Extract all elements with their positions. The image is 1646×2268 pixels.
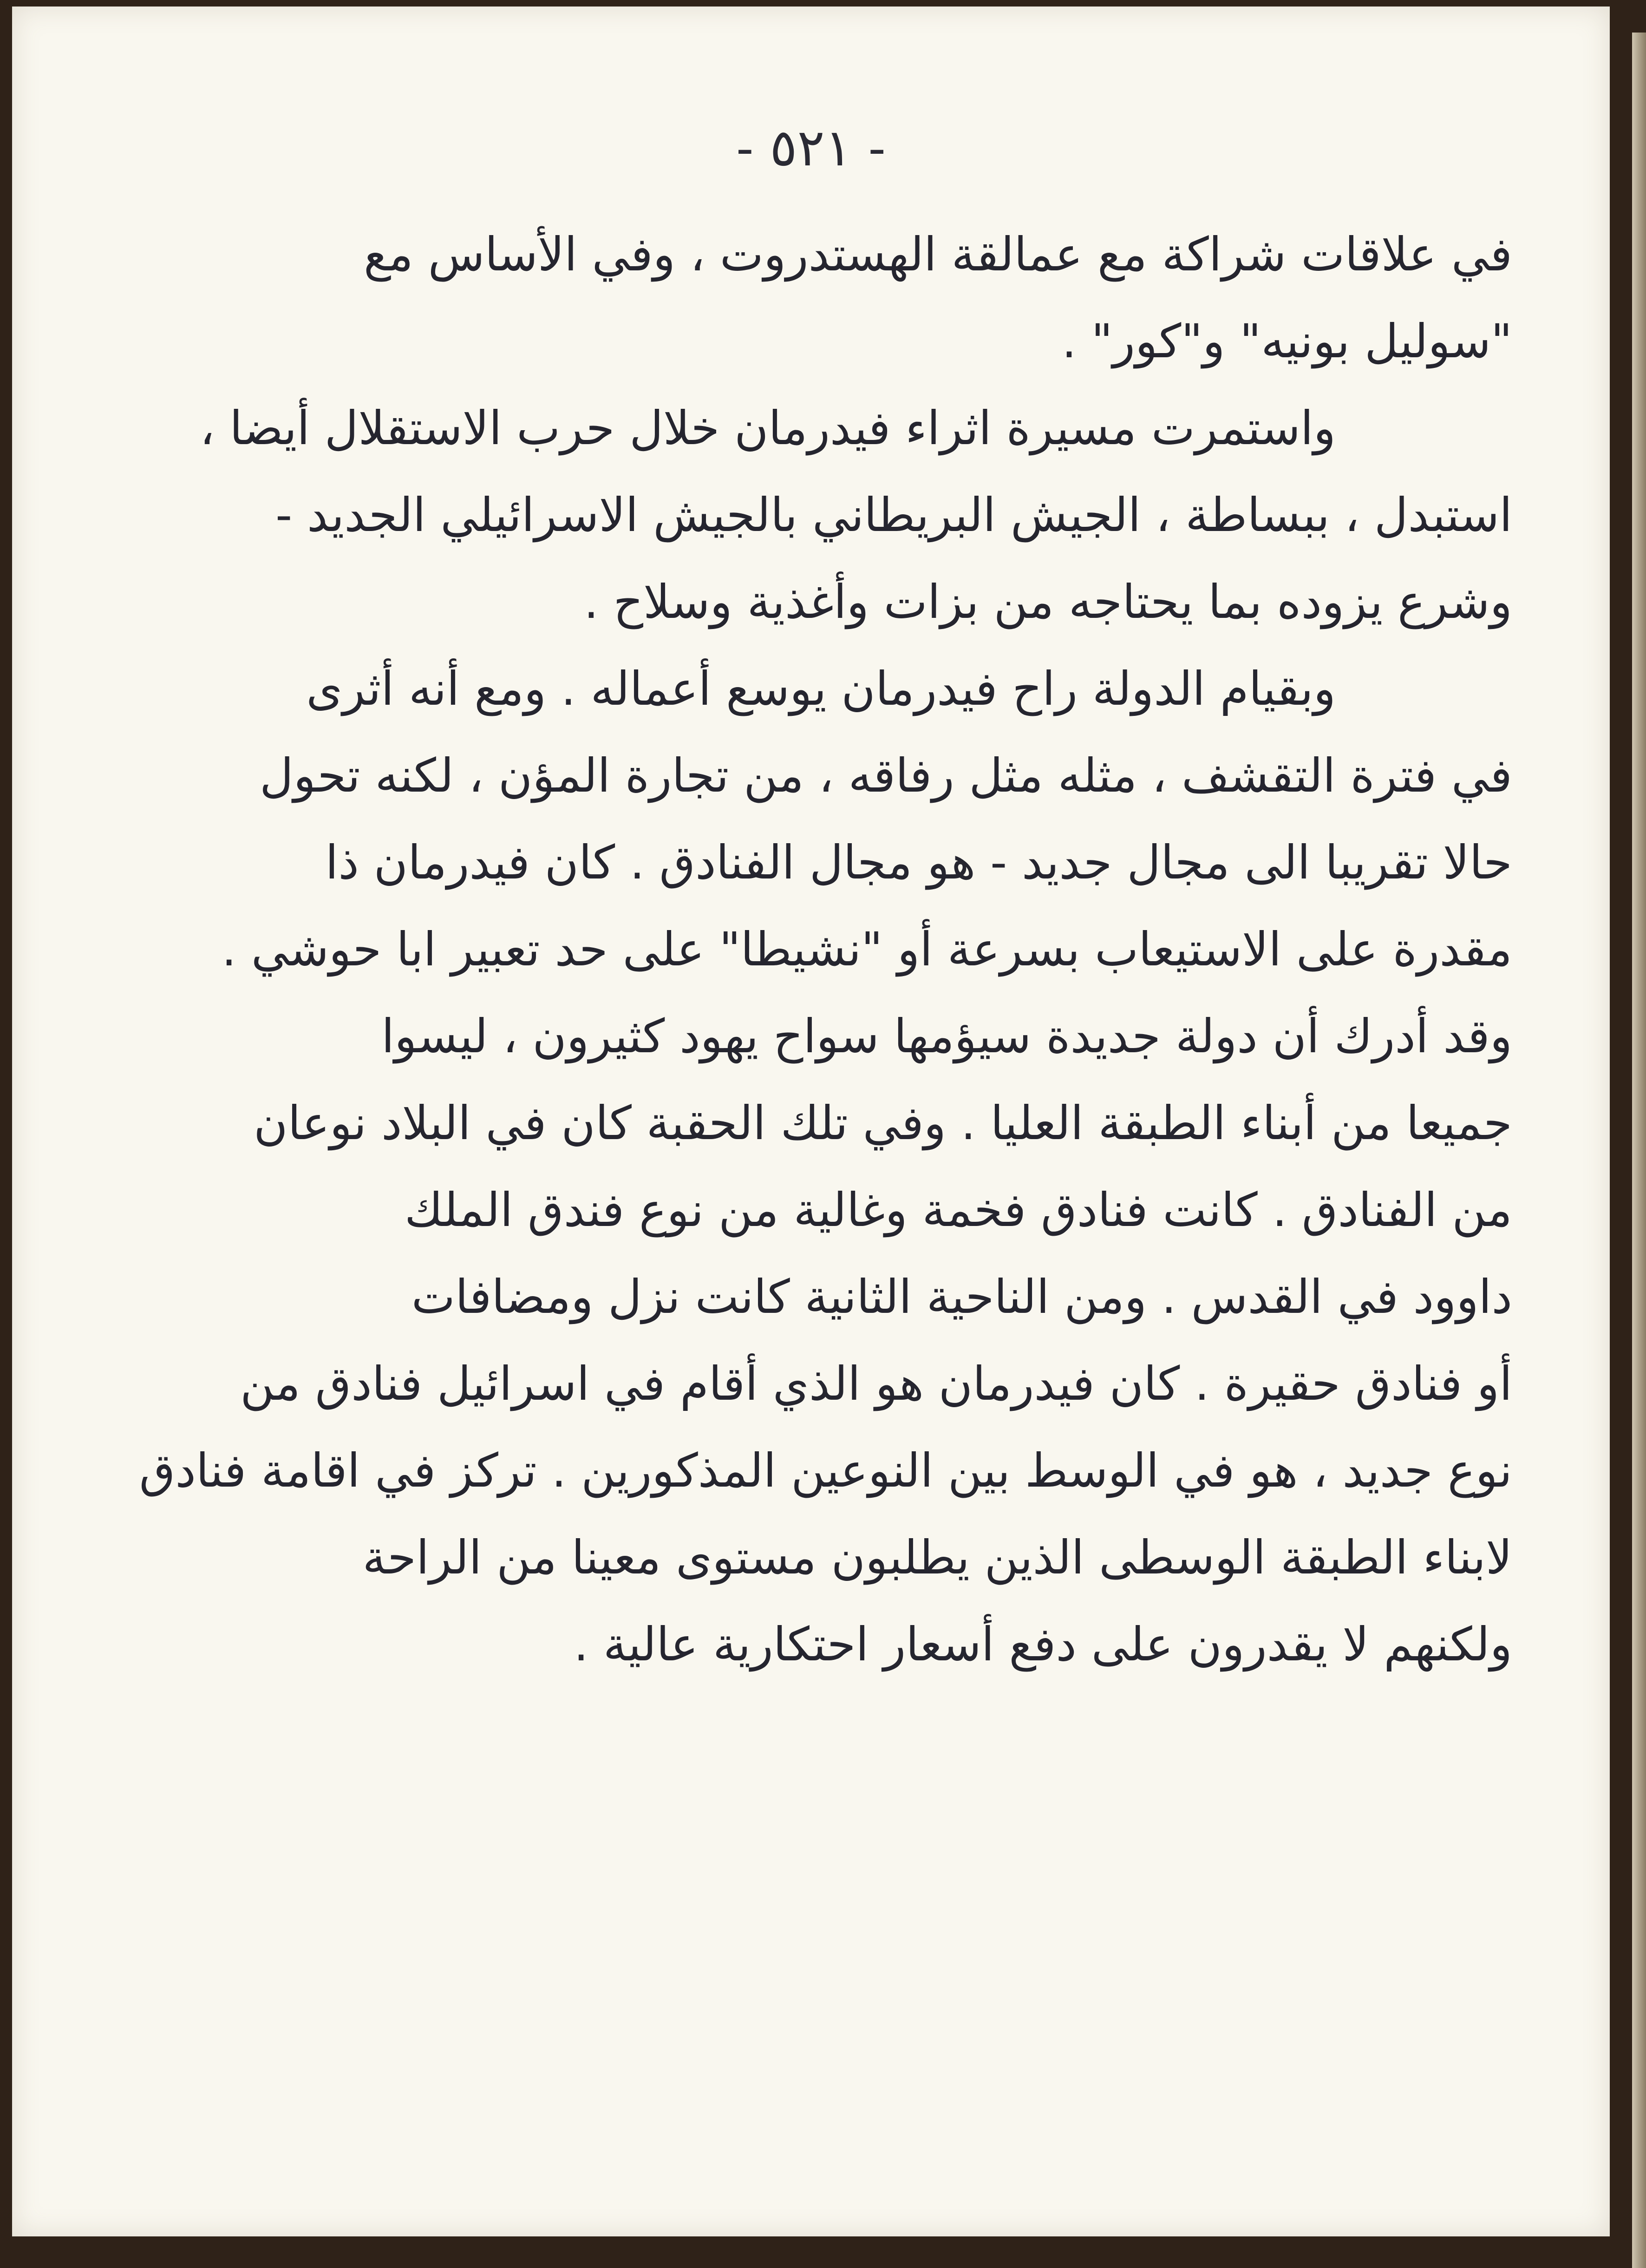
text-line: نوع جديد ، هو في الوسط بين النوعين المذكورين . تركز في اقامة فنادق (139, 1443, 1512, 1498)
text-line: حالا تقريبا الى مجال جديد - هو مجال الفنادق . كان فيدرمان ذا (325, 835, 1512, 890)
text-line: وبقيام الدولة راح فيدرمان يوسع أعماله . ومع أنه أثرى (306, 662, 1336, 716)
text-line: لابناء الطبقة الوسطى الذين يطلبون مستوى معينا من الراحة (362, 1530, 1512, 1585)
text-line: واستمرت مسيرة اثراء فيدرمان خلال حرب الاستقلال أيضا ، (200, 401, 1336, 455)
page-number: - ٥٢١ - (736, 118, 886, 177)
manuscript-text (119, 211, 1512, 1688)
text-line: من الفنادق . كانت فنادق فخمة وغالية من نوع فندق الملك (404, 1183, 1512, 1237)
text-line: وشرع يزوده بما يحتاجه من بزات وأغذية وسلاح . (583, 575, 1512, 629)
text-line: ولكنهم لا يقدرون على دفع أسعار احتكارية عالية . (574, 1617, 1512, 1672)
paper-edge-shadow (1632, 33, 1646, 2268)
text-line: مقدرة على الاستيعاب بسرعة أو "نشيطا" على حد تعبير ابا حوشي . (222, 922, 1512, 977)
text-line: داوود في القدس . ومن الناحية الثانية كانت نزل ومضافات (411, 1270, 1512, 1324)
text-line: وقد أدرك أن دولة جديدة سيؤمها سواح يهود كثيرون ، ليسوا (381, 1009, 1512, 1063)
text-line: في علاقات شراكة مع عمالقة الهستدروت ، وفي الأساس مع (364, 227, 1512, 282)
manuscript-page (12, 7, 1610, 2236)
text-line: "سوليل بونيه" و"كور" . (1062, 314, 1512, 368)
text-line: أو فنادق حقيرة . كان فيدرمان هو الذي أقام في اسرائيل فنادق من (240, 1357, 1512, 1411)
text-line: استبدل ، ببساطة ، الجيش البريطاني بالجيش الاسرائيلي الجديد - (275, 488, 1512, 542)
text-line: جميعا من أبناء الطبقة العليا . وفي تلك الحقبة كان في البلاد نوعان (254, 1096, 1512, 1150)
text-line: في فترة التقشف ، مثله مثل رفاقه ، من تجارة المؤن ، لكنه تحول (260, 748, 1512, 803)
